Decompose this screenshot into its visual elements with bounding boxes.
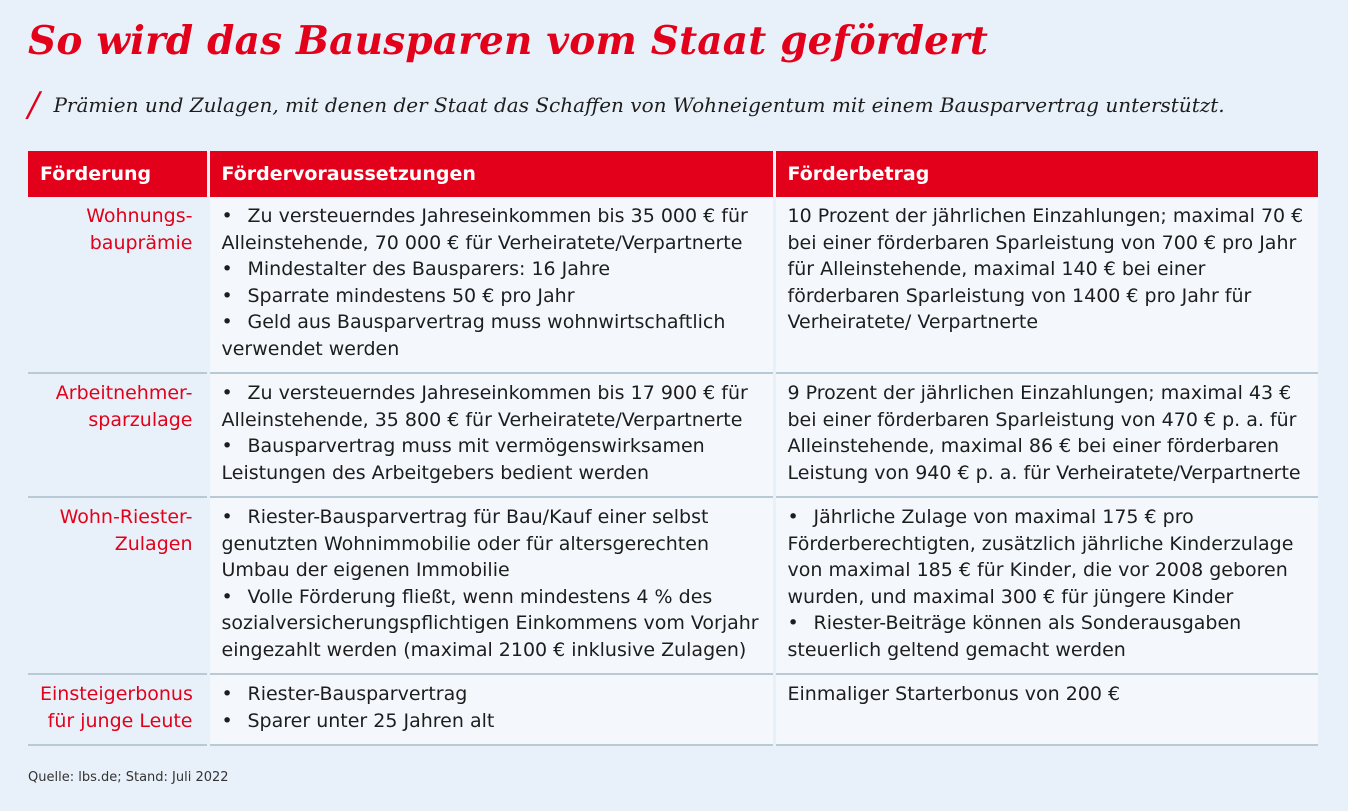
- list-item-text: Riester-Beiträge können als Sonderausgaben steuerlich geltend gemacht werden: [787, 612, 1242, 661]
- amount-cell: Einmaliger Starterbonus von 200 €: [774, 674, 1318, 745]
- list-item: [222, 380, 761, 433]
- list-item: [222, 283, 761, 310]
- list-item: [222, 256, 761, 283]
- requirements-cell: [208, 373, 774, 497]
- bullet-icon: •: [221, 435, 233, 457]
- bullet-icon: •: [787, 506, 799, 528]
- bullet-icon: •: [221, 709, 233, 732]
- row-label-line: Wohn-Riester-: [59, 506, 193, 528]
- list-item-text: Zu versteuerndes Jahreseinkommen bis 35 000 € für Alleinstehende, 70 000 € für Verheiratete/Verpartnerte: [221, 205, 748, 254]
- slash-decoration: /: [28, 85, 40, 125]
- amount-cell: 9 Prozent der jährlichen Einzahlungen; maximal 43 € bei einer förderbaren Sparleistung von 470 € p. a. für Alleinstehende, maximal 86 € bei einer förderbaren Leistung von 940 € p. a. für Verheiratete/Verpartnerte: [774, 373, 1318, 497]
- row-label: [28, 197, 208, 373]
- bullet-icon: •: [221, 311, 233, 333]
- list-item-text: Zu versteuerndes Jahreseinkommen bis 17 900 € für Alleinstehende, 35 800 € für Verheiratete/Verpartnerte: [221, 382, 748, 431]
- list-item: [222, 708, 761, 735]
- table-row: [28, 674, 1318, 745]
- header-foerderbetrag: Förderbetrag: [774, 151, 1318, 197]
- list-item: [222, 584, 761, 664]
- list-item: [788, 504, 1307, 610]
- subtitle-row: [28, 85, 1225, 125]
- bullet-icon: •: [221, 284, 233, 307]
- list-item: [222, 203, 761, 256]
- requirements-cell: [208, 197, 774, 373]
- page-title: So wird das Bausparen vom Staat gefördert: [28, 18, 989, 64]
- bullet-icon: •: [221, 205, 233, 227]
- list-item-text: Mindestalter des Bausparers: 16 Jahre: [247, 258, 611, 280]
- page-subtitle: Prämien und Zulagen, mit denen der Staat das Schaffen von Wohneigentum mit einem Bausparvertrag unterstützt.: [53, 93, 1225, 117]
- bullet-icon: •: [221, 382, 233, 404]
- row-label-line: Wohnungs-: [86, 205, 193, 227]
- list-item-text: Riester-Bausparvertrag: [247, 683, 468, 705]
- list-item-text: Riester-Bausparvertrag für Bau/Kauf einer selbst genutzten Wohnimmobilie oder für altersgerechten Umbau der eigenen Immobilie: [221, 506, 709, 581]
- bullet-icon: •: [787, 612, 799, 634]
- row-label-line: Einsteigerbonus: [40, 683, 193, 705]
- list-item: [788, 610, 1307, 663]
- list-item-text: Bausparvertrag muss mit vermögenswirksamen Leistungen des Arbeitgebers bedient werden: [221, 435, 705, 484]
- row-label: [28, 674, 208, 745]
- source-note: Quelle: lbs.de; Stand: Juli 2022: [28, 770, 229, 785]
- row-label: [28, 373, 208, 497]
- row-label-line: bauprämie: [89, 231, 193, 254]
- list-item-text: Sparrate mindestens 50 € pro Jahr: [247, 284, 575, 307]
- table-row: [28, 373, 1318, 497]
- row-label-line: sparzulage: [88, 408, 193, 431]
- list-item: [222, 681, 761, 708]
- list-item-text: Jährliche Zulage von maximal 175 € pro Förderberechtigten, zusätzlich jährliche Kinderzulage von maximal 185 € für Kinder, die vor 2008 geboren wurden, und maximal 300 € für jüngere Kinder: [787, 506, 1294, 608]
- table-row: [28, 497, 1318, 674]
- table-row: [28, 197, 1318, 373]
- row-label-line: für junge Leute: [47, 709, 193, 732]
- bullet-icon: •: [221, 683, 233, 705]
- subsidy-table: [28, 151, 1318, 746]
- requirements-cell: [208, 674, 774, 745]
- list-item-text: Sparer unter 25 Jahren alt: [247, 709, 495, 732]
- bullet-icon: •: [221, 258, 233, 280]
- list-item: [222, 433, 761, 486]
- row-label-line: Arbeitnehmer-: [55, 382, 193, 404]
- table-header-row: [28, 151, 1318, 197]
- header-foerderung: Förderung: [28, 151, 208, 197]
- list-item: [222, 504, 761, 584]
- list-item-text: Geld aus Bausparvertrag muss wohnwirtschaftlich verwendet werden: [221, 311, 726, 360]
- row-label-line: Zulagen: [114, 532, 193, 555]
- row-label: [28, 497, 208, 674]
- requirements-cell: [208, 497, 774, 674]
- amount-cell: 10 Prozent der jährlichen Einzahlungen; maximal 70 € bei einer förderbaren Sparleistung von 700 € pro Jahr für Alleinstehende, maximal 140 € bei einer förderbaren Sparleistung von 1400 € pro Jahr für Verheiratete/ Verpartnerte: [774, 197, 1318, 373]
- bullet-icon: •: [221, 585, 233, 608]
- list-item: [222, 309, 761, 362]
- list-item-text: Volle Förderung fließt, wenn mindestens 4 % des sozialversicherungspflichtigen Einkommens vom Vorjahr eingezahlt werden (maximal 2100 € inklusive Zulagen): [221, 585, 759, 661]
- amount-cell: [774, 497, 1318, 674]
- header-foerdervoraussetzungen: Fördervoraussetzungen: [208, 151, 774, 197]
- bullet-icon: •: [221, 506, 233, 528]
